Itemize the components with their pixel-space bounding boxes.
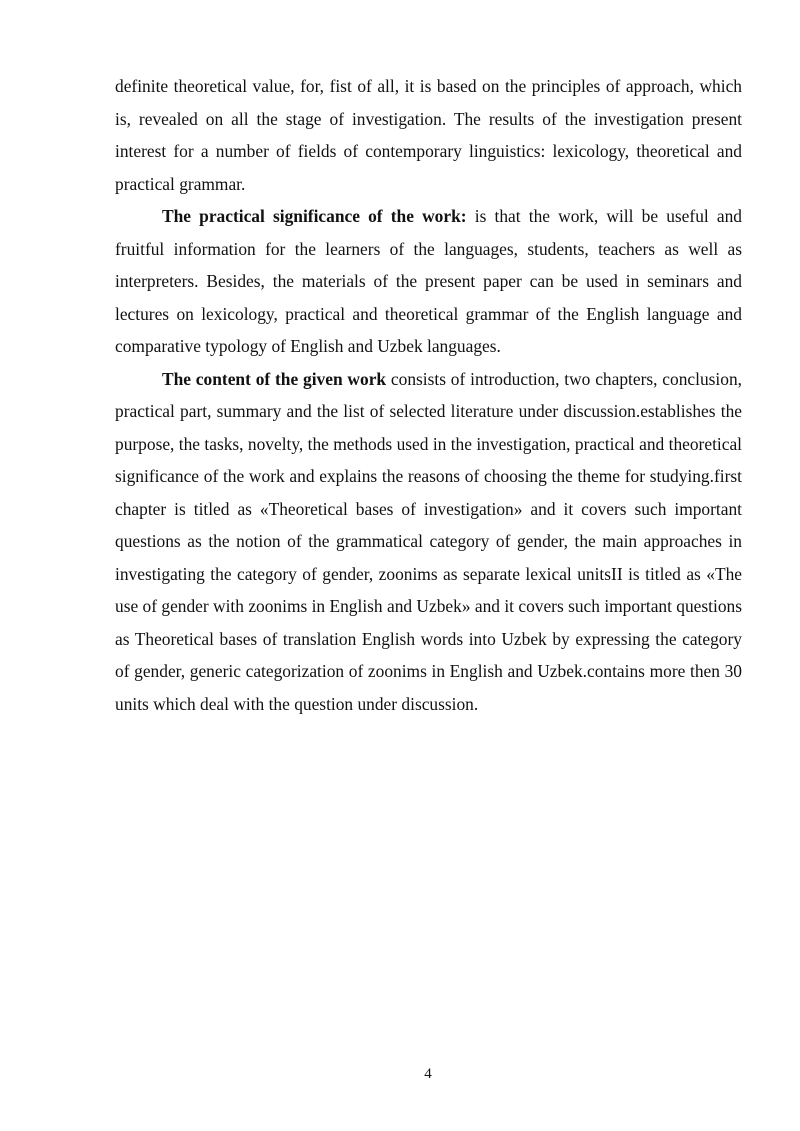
paragraph-text: is that the work, will be useful and fruitful information for the learners of the languages, students, teachers as well as interpreters. Besides, the materials of the present paper can be used in seminars and lectures on lexicology, practical and theoretical grammar of the English language and comparative typology of English and Uzbek languages. <box>115 206 742 356</box>
page-number: 4 <box>424 1066 432 1082</box>
paragraph-content-of-work <box>115 363 742 721</box>
paragraph-practical-significance <box>115 200 742 363</box>
paragraph-heading: The content of the given work <box>162 368 387 389</box>
body-text <box>115 70 742 720</box>
paragraph-text: definite theoretical value, for, fist of all, it is based on the principles of approach, which is, revealed on all the stage of investigation. The results of the investigation present interest for a number of fields of contemporary linguistics: lexicology, theoretical and practical grammar. <box>115 76 742 194</box>
paragraph-heading: The practical significance of the work: <box>162 206 467 226</box>
paragraph-theoretical-value <box>115 70 742 200</box>
paragraph-text: consists of introduction, two chapters, conclusion, practical part, summary and the list of selected literature under discussion.establishes the purpose, the tasks, novelty, the methods used in the investigation, practical and theoretical significance of the work and explains the reasons of choosing the theme for studying.first chapter is titled as «Theoretical bases of investigation» and it covers such important questions as the notion of the grammatical category of gender, the main approaches in investigating the category of gender, zoonims as separate lexical unitsII is titled as «The use of gender with zoonims in English and Uzbek» and it covers such important questions as Theoretical bases of translation English words into Uzbek by expressing the category of gender, generic categorization of zoonims in English and Uzbek.contains more then 30 units which deal with the question under discussion. <box>115 368 743 714</box>
